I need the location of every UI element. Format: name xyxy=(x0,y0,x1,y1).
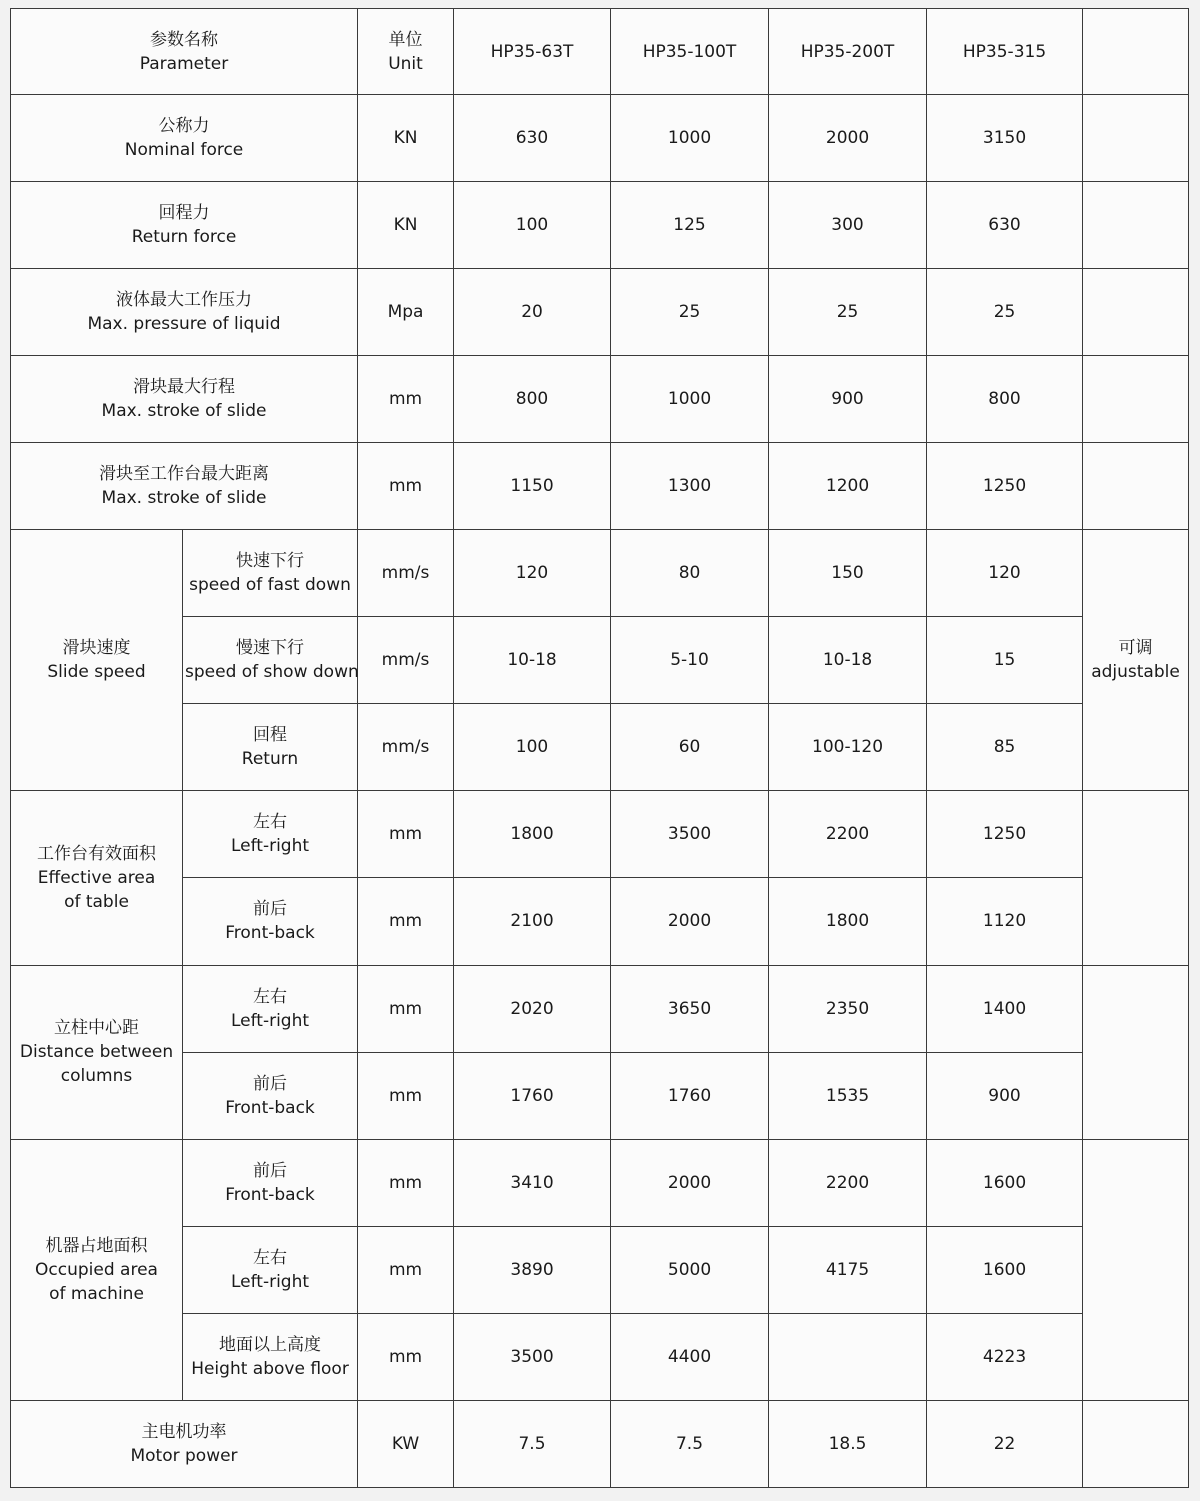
value-cell: 2000 xyxy=(769,95,927,182)
parameter-header-zh: 参数名称 xyxy=(150,29,218,50)
sub-parameter-label xyxy=(183,1226,358,1313)
model-header: HP35-63T xyxy=(454,9,611,95)
sub-parameter-en: Left-right xyxy=(230,1010,310,1031)
parameter-label xyxy=(11,356,358,443)
value-cell: 1760 xyxy=(454,1052,611,1139)
empty-cell xyxy=(1083,356,1189,443)
sub-parameter-zh: 快速下行 xyxy=(236,551,304,572)
unit-cell: KW xyxy=(358,1400,454,1487)
unit-cell: KN xyxy=(358,182,454,269)
table-row xyxy=(11,530,1189,617)
value-cell: 80 xyxy=(611,530,769,617)
value-cell: 2000 xyxy=(611,1139,769,1226)
unit-cell: KN xyxy=(358,95,454,182)
value-cell: 300 xyxy=(769,182,927,269)
value-cell: 150 xyxy=(769,530,927,617)
sub-parameter-zh: 慢速下行 xyxy=(236,638,304,659)
parameter-header-en: Parameter xyxy=(139,53,229,74)
group-label xyxy=(11,965,183,1139)
unit-cell: mm xyxy=(358,1226,454,1313)
empty-cell xyxy=(1083,269,1189,356)
group-label xyxy=(11,1139,183,1400)
unit-header-zh: 单位 xyxy=(388,29,423,50)
empty-cell xyxy=(1083,443,1189,530)
value-cell: 1250 xyxy=(927,443,1083,530)
value-cell: 15 xyxy=(927,617,1083,704)
value-cell: 2020 xyxy=(454,965,611,1052)
sub-parameter-zh: 左右 xyxy=(253,986,287,1007)
value-cell: 7.5 xyxy=(454,1400,611,1487)
group-label-zh: 机器占地面积 xyxy=(45,1235,148,1256)
value-cell: 25 xyxy=(769,269,927,356)
parameter-header xyxy=(11,9,358,95)
group-label xyxy=(11,791,183,965)
table-row xyxy=(11,1226,1189,1313)
empty-cell xyxy=(1083,965,1189,1139)
empty-cell xyxy=(1083,791,1189,965)
value-cell: 4223 xyxy=(927,1313,1083,1400)
value-cell: 2100 xyxy=(454,878,611,965)
adjustable-note-zh: 可调 xyxy=(1118,638,1153,659)
parameter-label xyxy=(11,1400,358,1487)
table-row xyxy=(11,965,1189,1052)
group-label-en-line2: columns xyxy=(60,1066,133,1087)
model-header: HP35-100T xyxy=(611,9,769,95)
value-cell: 2000 xyxy=(611,878,769,965)
empty-cell xyxy=(1083,1139,1189,1400)
value-cell: 1800 xyxy=(769,878,927,965)
header-row xyxy=(11,9,1189,95)
spec-table xyxy=(10,8,1189,1488)
sub-parameter-label xyxy=(183,791,358,878)
value-cell: 2350 xyxy=(769,965,927,1052)
parameter-label xyxy=(11,269,358,356)
value-cell: 1600 xyxy=(927,1226,1083,1313)
unit-cell: mm xyxy=(358,791,454,878)
value-cell: 25 xyxy=(927,269,1083,356)
table-row xyxy=(11,1139,1189,1226)
unit-header xyxy=(358,9,454,95)
value-cell: 1300 xyxy=(611,443,769,530)
sub-parameter-en: speed of fast down xyxy=(189,575,351,596)
unit-cell: mm/s xyxy=(358,617,454,704)
unit-cell: mm xyxy=(358,356,454,443)
table-row xyxy=(11,704,1189,791)
table-row xyxy=(11,1313,1189,1400)
value-cell: 1000 xyxy=(611,95,769,182)
sub-parameter-en: Height above floor xyxy=(191,1358,349,1379)
group-label-zh: 工作台有效面积 xyxy=(37,843,156,864)
value-cell: 1535 xyxy=(769,1052,927,1139)
sub-parameter-en: Return xyxy=(241,749,299,770)
sub-parameter-en: Front-back xyxy=(225,923,315,944)
sub-parameter-en: Left-right xyxy=(230,836,310,857)
group-label-en: Distance between xyxy=(19,1042,174,1063)
sub-parameter-zh: 前后 xyxy=(253,1073,287,1094)
value-cell: 7.5 xyxy=(611,1400,769,1487)
group-label xyxy=(11,530,183,791)
parameter-label-en: Return force xyxy=(131,227,237,248)
value-cell: 800 xyxy=(454,356,611,443)
value-cell: 22 xyxy=(927,1400,1083,1487)
parameter-label xyxy=(11,182,358,269)
value-cell: 120 xyxy=(927,530,1083,617)
unit-cell: mm xyxy=(358,1313,454,1400)
group-label-en: Occupied area xyxy=(35,1259,158,1280)
unit-header-en: Unit xyxy=(388,53,423,74)
sub-parameter-zh: 前后 xyxy=(253,1160,287,1181)
value-cell: 5000 xyxy=(611,1226,769,1313)
value-cell: 100-120 xyxy=(769,704,927,791)
value-cell: 900 xyxy=(769,356,927,443)
empty-cell xyxy=(1083,182,1189,269)
extra-header xyxy=(1083,9,1189,95)
value-cell: 800 xyxy=(927,356,1083,443)
value-cell: 20 xyxy=(454,269,611,356)
parameter-label-en: Nominal force xyxy=(124,140,244,161)
value-cell: 10-18 xyxy=(454,617,611,704)
value-cell: 4400 xyxy=(611,1313,769,1400)
group-label-en: Effective area xyxy=(37,867,156,888)
unit-cell: mm xyxy=(358,443,454,530)
parameter-label xyxy=(11,443,358,530)
parameter-label-en: Max. stroke of slide xyxy=(101,401,267,422)
sub-parameter-label xyxy=(183,1139,358,1226)
value-cell: 2200 xyxy=(769,1139,927,1226)
unit-cell: mm/s xyxy=(358,530,454,617)
value-cell: 5-10 xyxy=(611,617,769,704)
parameter-label xyxy=(11,95,358,182)
table-row xyxy=(11,356,1189,443)
value-cell: 1120 xyxy=(927,878,1083,965)
unit-cell: mm xyxy=(358,965,454,1052)
adjustable-note xyxy=(1083,530,1189,791)
parameter-label-zh: 公称力 xyxy=(158,116,210,137)
unit-cell: mm xyxy=(358,878,454,965)
value-cell: 3500 xyxy=(454,1313,611,1400)
adjustable-note-en: adjustable xyxy=(1091,662,1180,683)
sub-parameter-en: Front-back xyxy=(225,1097,315,1118)
table-row xyxy=(11,443,1189,530)
value-cell: 2200 xyxy=(769,791,927,878)
group-label-zh: 立柱中心距 xyxy=(54,1018,139,1039)
unit-cell: mm/s xyxy=(358,704,454,791)
value-cell: 3410 xyxy=(454,1139,611,1226)
value-cell: 3150 xyxy=(927,95,1083,182)
table-row xyxy=(11,95,1189,182)
parameter-label-zh: 主电机功率 xyxy=(141,1421,227,1442)
sub-parameter-en: speed of show down xyxy=(185,662,359,683)
table-row xyxy=(11,1052,1189,1139)
value-cell: 3650 xyxy=(611,965,769,1052)
unit-cell: Mpa xyxy=(358,269,454,356)
sub-parameter-zh: 地面以上高度 xyxy=(219,1334,321,1355)
value-cell: 85 xyxy=(927,704,1083,791)
table-row xyxy=(11,182,1189,269)
sub-parameter-zh: 回程 xyxy=(253,725,287,746)
empty-cell xyxy=(1083,1400,1189,1487)
table-row xyxy=(11,878,1189,965)
sub-parameter-label xyxy=(183,617,358,704)
value-cell: 1000 xyxy=(611,356,769,443)
value-cell: 100 xyxy=(454,182,611,269)
table-row xyxy=(11,791,1189,878)
value-cell: 125 xyxy=(611,182,769,269)
unit-cell: mm xyxy=(358,1052,454,1139)
value-cell: 900 xyxy=(927,1052,1083,1139)
sub-parameter-en: Front-back xyxy=(225,1184,315,1205)
value-cell: 60 xyxy=(611,704,769,791)
parameter-label-en: Max. stroke of slide xyxy=(101,488,267,509)
value-cell: 100 xyxy=(454,704,611,791)
table-row xyxy=(11,1400,1189,1487)
value-cell: 25 xyxy=(611,269,769,356)
value-cell xyxy=(769,1313,927,1400)
model-header: HP35-200T xyxy=(769,9,927,95)
empty-cell xyxy=(1083,95,1189,182)
sub-parameter-label xyxy=(183,1313,358,1400)
group-label-zh: 滑块速度 xyxy=(62,638,131,659)
value-cell: 18.5 xyxy=(769,1400,927,1487)
parameter-label-zh: 回程力 xyxy=(158,203,210,224)
value-cell: 1800 xyxy=(454,791,611,878)
unit-cell: mm xyxy=(358,1139,454,1226)
sub-parameter-label xyxy=(183,1052,358,1139)
sub-parameter-zh: 前后 xyxy=(253,899,287,920)
model-header: HP35-315 xyxy=(927,9,1083,95)
value-cell: 1760 xyxy=(611,1052,769,1139)
value-cell: 1600 xyxy=(927,1139,1083,1226)
group-label-en-line2: of machine xyxy=(49,1283,144,1304)
sub-parameter-label xyxy=(183,878,358,965)
sub-parameter-en: Left-right xyxy=(230,1271,310,1292)
table-row xyxy=(11,269,1189,356)
value-cell: 3890 xyxy=(454,1226,611,1313)
parameter-label-zh: 液体最大工作压力 xyxy=(116,290,252,311)
value-cell: 1200 xyxy=(769,443,927,530)
parameter-label-zh: 滑块最大行程 xyxy=(133,377,235,398)
parameter-label-en: Motor power xyxy=(130,1445,238,1466)
sub-parameter-zh: 左右 xyxy=(253,812,287,833)
value-cell: 120 xyxy=(454,530,611,617)
sub-parameter-label xyxy=(183,530,358,617)
spec-sheet xyxy=(10,8,1188,1488)
sub-parameter-label xyxy=(183,965,358,1052)
value-cell: 3500 xyxy=(611,791,769,878)
value-cell: 4175 xyxy=(769,1226,927,1313)
value-cell: 630 xyxy=(454,95,611,182)
group-label-en-line2: of table xyxy=(64,891,129,912)
group-label-en: Slide speed xyxy=(47,662,146,683)
sub-parameter-zh: 左右 xyxy=(253,1247,287,1268)
parameter-label-zh: 滑块至工作台最大距离 xyxy=(99,464,269,485)
value-cell: 1250 xyxy=(927,791,1083,878)
value-cell: 1400 xyxy=(927,965,1083,1052)
table-row xyxy=(11,617,1189,704)
parameter-label-en: Max. pressure of liquid xyxy=(87,314,281,335)
sub-parameter-label xyxy=(183,704,358,791)
value-cell: 10-18 xyxy=(769,617,927,704)
value-cell: 630 xyxy=(927,182,1083,269)
value-cell: 1150 xyxy=(454,443,611,530)
